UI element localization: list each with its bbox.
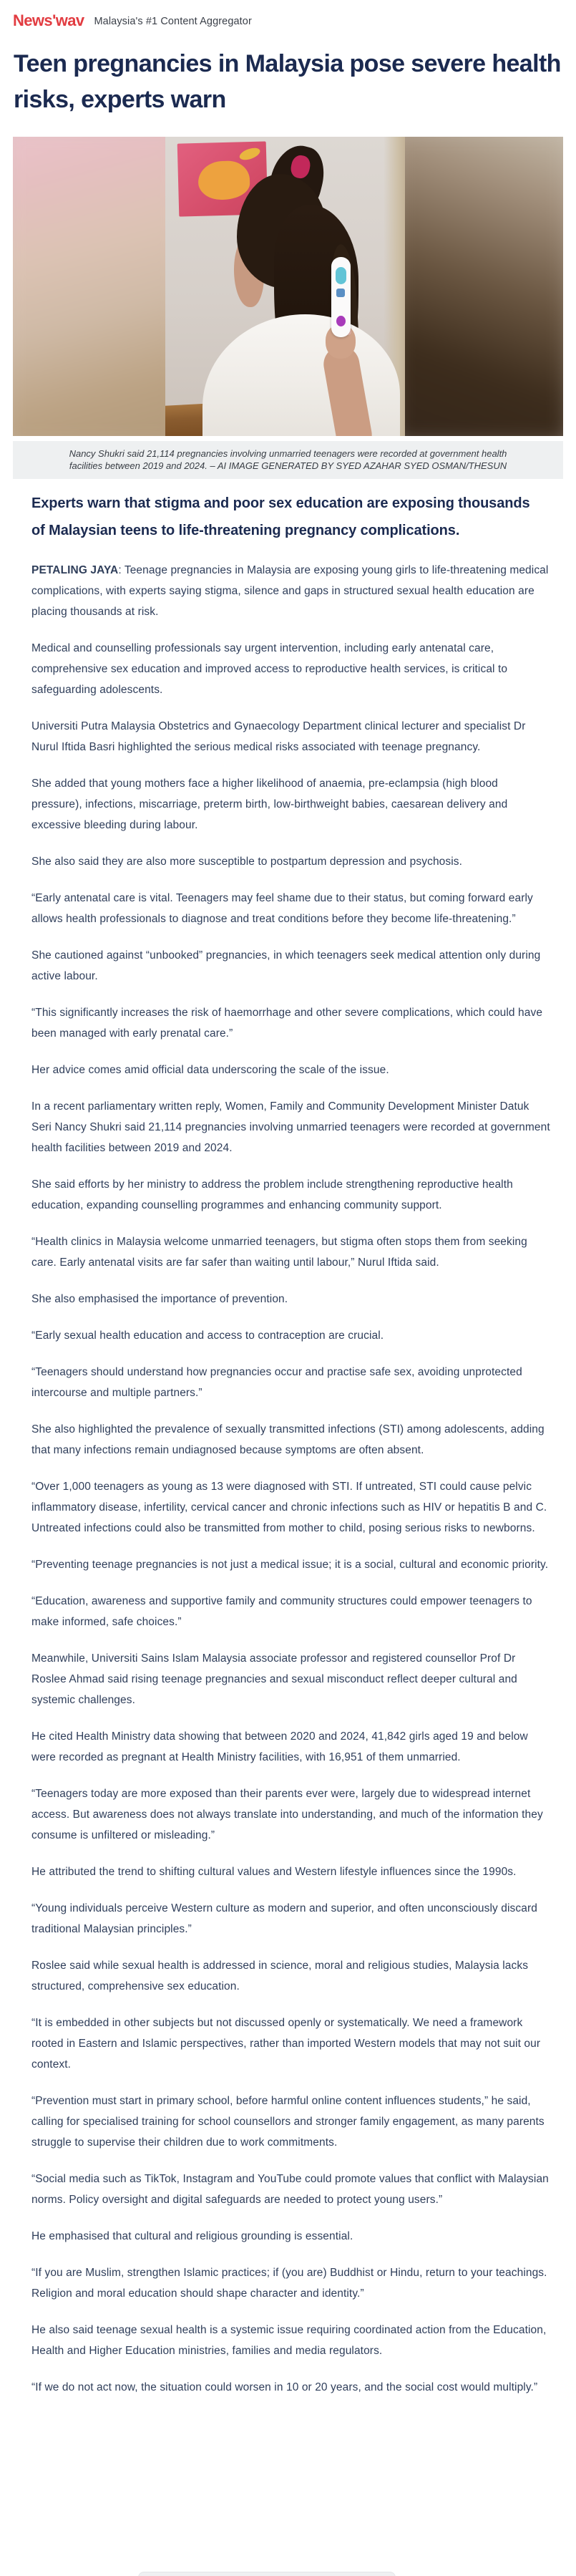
article-paragraph: He attributed the trend to shifting cultural values and Western lifestyle influences since the 1990s. bbox=[31, 1866, 517, 1878]
article-paragraph: He cited Health Ministry data showing that between 2020 and 2024, 41,842 girls aged 19 and below were recorded as pregnant at Health Ministry facilities, with 16,951 of them unmarried. bbox=[31, 1730, 528, 1763]
article-paragraph: “If we do not act now, the situation could worsen in 10 or 20 years, and the social cost would multiply.” bbox=[31, 2381, 538, 2393]
article-paragraph: She also highlighted the prevalence of sexually transmitted infections (STI) among adolescents, adding that many infections remain undiagnosed because symptoms are often absent. bbox=[31, 1423, 545, 1456]
article-paragraph: Her advice comes amid official data underscoring the scale of the issue. bbox=[31, 1064, 389, 1076]
photo-center bbox=[165, 137, 405, 436]
article-paragraph: He also said teenage sexual health is a systemic issue requiring coordinated action from the Education, Health and Higher Education ministries, families and media regulators. bbox=[31, 2324, 547, 2357]
article-paragraph: “Teenagers should understand how pregnancies occur and practise safe sex, avoiding unprotected intercourse and multiple partners.” bbox=[31, 1366, 522, 1399]
article-paragraph: “Young individuals perceive Western culture as modern and superior, and often unconsciously discard traditional Malaysian principles.” bbox=[31, 1902, 537, 1935]
article-summary: Experts warn that stigma and poor sex education are exposing thousands of Malaysian teens to life-threatening pregnancy complications. bbox=[31, 495, 530, 538]
article-paragraph: She cautioned against “unbooked” pregnancies, in which teenagers seek medical attention only during active labour. bbox=[31, 949, 541, 982]
article-paragraph: He emphasised that cultural and religious grounding is essential. bbox=[31, 2230, 353, 2242]
article-paragraph: She also said they are also more susceptible to postpartum depression and psychosis. bbox=[31, 856, 463, 868]
dateline: PETALING JAYA bbox=[31, 564, 119, 576]
read-more-button[interactable] bbox=[138, 2572, 396, 2576]
article-paragraph: “Health clinics in Malaysia welcome unmarried teenagers, but stigma often stops them from seeking care. Early antenatal visits are far safer than waiting until labour,” Nurul Iftida said. bbox=[31, 1236, 527, 1269]
article-paragraph: “Over 1,000 teenagers as young as 13 were diagnosed with STI. If untreated, STI could cause pelvic inflammatory disease, infertility, cervical cancer and chronic infections such as HIV or hepatitis B and C. Untreated infections could also be transmitted from mother to child, posing serious risks to newborns. bbox=[31, 1481, 547, 1534]
site-tagline: Malaysia's #1 Content Aggregator bbox=[94, 16, 252, 27]
test-result-square bbox=[336, 289, 345, 297]
pregnancy-test bbox=[331, 257, 351, 337]
article-paragraph: “Education, awareness and supportive family and community structures could empower teenagers to make informed, safe choices.” bbox=[31, 1595, 532, 1628]
article-paragraph: “Teenagers today are more exposed than their parents ever were, largely due to widespread internet access. But awareness does not always translate into understanding, and much of the information they consume is unfiltered or misleading.” bbox=[31, 1788, 543, 1841]
article-body bbox=[31, 490, 550, 2398]
article-paragraph: “Prevention must start in primary school, before harmful online content influences students,” he said, calling for specialised training for school counsellors and stronger family engagement, as many parents struggle to supervise their children due to work commitments. bbox=[31, 2095, 545, 2149]
article-paragraph: Universiti Putra Malaysia Obstetrics and Gynaecology Department clinical lecturer and specialist Dr Nurul Iftida Basri highlighted the serious medical risks associated with teenage pregnancy. bbox=[31, 720, 526, 753]
site-header bbox=[0, 0, 576, 30]
article-paragraph: She added that young mothers face a higher likelihood of anaemia, pre-eclampsia (high blood pressure), infections, miscarriage, preterm birth, low-birthweight babies, caesarean delivery and excessive bleeding during labour. bbox=[31, 778, 508, 831]
article-paragraph: She said efforts by her ministry to address the problem include strengthening reproductive health education, expanding counselling programmes and enhancing community support. bbox=[31, 1178, 513, 1211]
test-cap-dot bbox=[336, 316, 346, 326]
article-paragraph: “Early sexual health education and access to contraception are crucial. bbox=[31, 1330, 384, 1342]
article-paragraph: Roslee said while sexual health is addressed in science, moral and religious studies, Malaysia lacks structured, comprehensive sex education. bbox=[31, 1960, 529, 1992]
poster-artwork bbox=[197, 160, 250, 200]
article-paragraph: “Preventing teenage pregnancies is not just a medical issue; it is a social, cultural and economic priority. bbox=[31, 1559, 549, 1571]
poster-artwork-accent bbox=[238, 145, 262, 162]
newswav-logo[interactable]: News'wav bbox=[13, 11, 84, 29]
test-window bbox=[336, 267, 346, 284]
article-paragraph: “Social media such as TikTok, Instagram and YouTube could promote values that conflict with Malaysian norms. Policy oversight and digital safeguards are needed to protect young users.” bbox=[31, 2173, 549, 2206]
lead-paragraph bbox=[31, 560, 550, 622]
lead-text: : Teenage pregnancies in Malaysia are exposing young girls to life-threatening medical complications, with experts saying stigma, silence and gaps in structured sexual health education are placing thousands at risk. bbox=[31, 564, 549, 618]
article-paragraph: In a recent parliamentary written reply, Women, Family and Community Development Minister Datuk Seri Nancy Shukri said 21,114 pregnancies involving unmarried teenagers were recorded at government health facilities between 2019 and 2024. bbox=[31, 1100, 550, 1154]
photo-blur-left bbox=[13, 137, 188, 436]
article-paragraph: “It is embedded in other subjects but not discussed openly or systematically. We need a framework rooted in Eastern and Islamic perspectives, rather than imported Western models that may not suit our context. bbox=[31, 2017, 541, 2071]
article-paragraph: She also emphasised the importance of prevention. bbox=[31, 1293, 288, 1305]
article-paragraph: “Early antenatal care is vital. Teenagers may feel shame due to their status, but coming forward early allows health professionals to diagnose and treat conditions before they become life-threatening.” bbox=[31, 892, 533, 925]
article-paragraph: Meanwhile, Universiti Sains Islam Malaysia associate professor and registered counsellor Prof Dr Roslee Ahmad said rising teenage pregnancies and sexual misconduct reflect deeper cultural and systemic challenges. bbox=[31, 1652, 517, 1706]
paragraph-list bbox=[31, 638, 550, 2398]
white-shirt bbox=[202, 314, 400, 436]
article-paragraph: Medical and counselling professionals say urgent intervention, including early antenatal care, comprehensive sex education and improved access to reproductive health services, is critical to safeguarding adolescents. bbox=[31, 642, 508, 696]
article-paragraph: “If you are Muslim, strengthen Islamic practices; if (you are) Buddhist or Hindu, return to your teachings. Religion and moral education should shape character and identity.” bbox=[31, 2267, 547, 2300]
photo-blur-right bbox=[384, 137, 563, 436]
image-caption: Nancy Shukri said 21,114 pregnancies involving unmarried teenagers were recorded at government health facilities between 2019 and 2024. – AI IMAGE GENERATED BY SYED AZAHAR SYED OSMAN/THESUN bbox=[13, 441, 563, 479]
article-paragraph: “This significantly increases the risk of haemorrhage and other severe complications, which could have been managed with early prenatal care.” bbox=[31, 1007, 543, 1040]
article-title: Teen pregnancies in Malaysia pose severe health risks, experts warn bbox=[14, 50, 561, 113]
article-image bbox=[13, 137, 563, 436]
